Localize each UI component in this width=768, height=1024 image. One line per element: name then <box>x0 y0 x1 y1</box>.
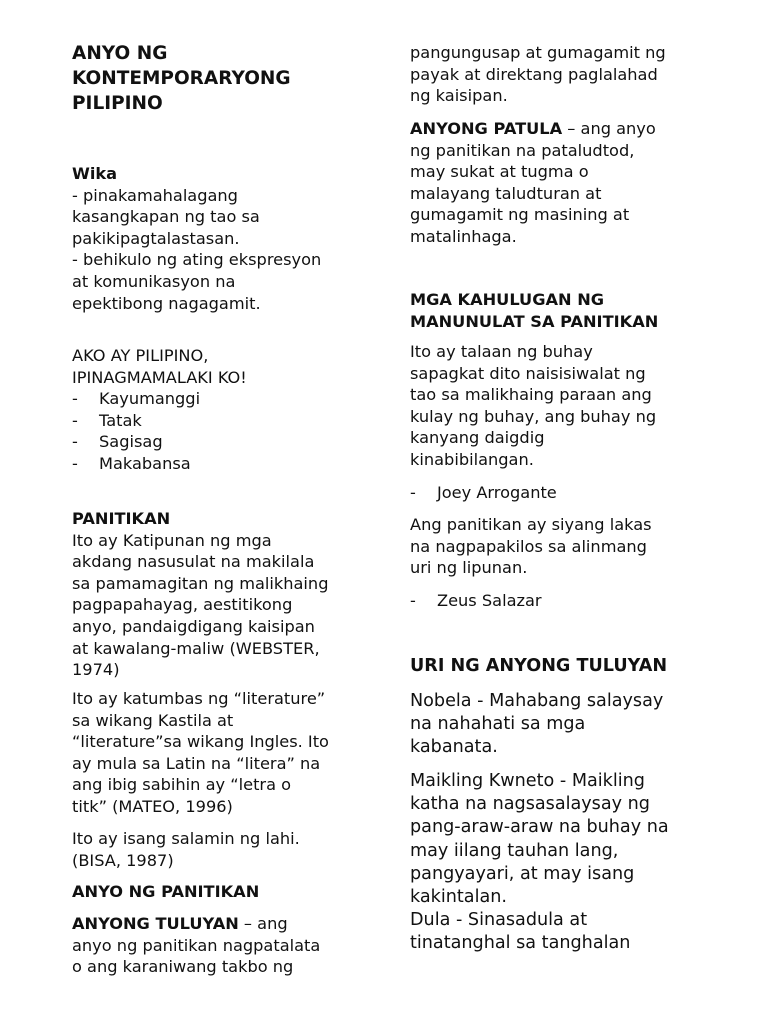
bullet-dash: - <box>72 453 78 473</box>
literature-paragraph <box>72 688 329 818</box>
kahulugan-heading-line: MGA KAHULUGAN NG <box>410 290 605 309</box>
kahulugan-line: na nagpapakilos sa alinmang <box>410 536 647 556</box>
list-item <box>72 410 247 432</box>
ako-line: AKO AY PILIPINO, <box>72 346 209 365</box>
list-item-text: Tatak <box>99 410 142 430</box>
maikling-kwento-paragraph <box>410 770 669 956</box>
patula-line: malayang taludturan at <box>410 183 602 203</box>
maikling-line: katha na nagsasalaysay ng <box>410 794 650 815</box>
title-line: PILIPINO <box>72 93 163 114</box>
panitikan-line: anyo, pandaigdigang kaisipan <box>72 616 315 636</box>
anyong-patula-paragraph <box>410 118 656 248</box>
dula-line: Dula - Sinasadula at <box>410 910 588 931</box>
bullet-dash: - <box>72 389 78 409</box>
author-name: Joey Arrogante <box>437 483 557 502</box>
list-item <box>410 482 557 504</box>
patula-first-rest: – ang anyo <box>562 119 656 138</box>
salamin-line: (BISA, 1987) <box>72 850 174 870</box>
salamin-line: Ito ay isang salamin ng lahi. <box>72 829 300 848</box>
anyo-ng-panitikan-heading: ANYO NG PANITIKAN <box>72 882 260 901</box>
author-name: Zeus Salazar <box>437 591 542 610</box>
wika-line: - pinakamahalagang <box>72 185 238 205</box>
nobela-line: Nobela - Mahabang salaysay <box>410 691 664 711</box>
list-item <box>72 431 247 453</box>
list-item-text: Makabansa <box>99 453 191 473</box>
panitikan-line: pagpapahayag, aestitikong <box>72 595 293 615</box>
kahulugan-paragraph-2 <box>410 514 652 579</box>
list-item <box>72 388 247 410</box>
uri-heading: URI NG ANYONG TULUYAN <box>410 656 668 676</box>
wika-heading: Wika <box>72 164 118 183</box>
nobela-paragraph <box>410 690 663 760</box>
panitikan-line: sa pamamagitan ng malikhaing <box>72 573 329 593</box>
panitikan-heading: PANITIKAN <box>72 509 171 528</box>
list-item <box>410 590 542 612</box>
list-item-text: Kayumanggi <box>99 389 201 409</box>
panitikan-line: akdang nasusulat na makilala <box>72 552 315 572</box>
wika-line: at komunikasyon na <box>72 271 236 291</box>
list-item <box>72 453 247 475</box>
kahulugan-line: tao sa malikhaing paraan ang <box>410 385 652 405</box>
panitikan-section <box>72 508 328 681</box>
panitikan-line: Ito ay Katipunan ng mga <box>72 530 272 550</box>
maikling-line: may iilang tauhan lang, <box>410 840 619 861</box>
literature-line: sa wikang Kastila at <box>72 710 234 730</box>
literature-line: ay mula sa Latin na “litera” na <box>72 753 321 773</box>
tuluyan-cont-line: payak at direktang paglalahad <box>410 64 658 84</box>
ako-section <box>72 345 247 475</box>
maikling-line: Maikling Kwneto - Maikling <box>410 771 645 791</box>
patula-line: matalinhaga. <box>410 226 517 246</box>
kahulugan-line: kulay ng buhay, ang buhay ng <box>410 406 657 426</box>
tuluyan-line: o ang karaniwang takbo ng <box>72 957 294 977</box>
patula-line: may sukat at tugma o <box>410 162 589 182</box>
anyong-tuluyan-term: ANYONG TULUYAN <box>72 914 239 933</box>
maikling-line: pangyayari, at may isang <box>410 863 635 884</box>
salamin-paragraph <box>72 828 300 871</box>
wika-line: kasangkapan ng tao sa <box>72 207 260 227</box>
kahulugan-heading <box>410 289 658 332</box>
kahulugan-line: kinabibilangan. <box>410 449 534 469</box>
nobela-line: na nahahati sa mga <box>410 714 586 735</box>
kahulugan-paragraph-1 <box>410 341 656 471</box>
kahulugan-heading-line: MANUNULAT SA PANITIKAN <box>410 311 659 331</box>
tuluyan-cont-line: ng kaisipan. <box>410 86 508 106</box>
tuluyan-line: anyo ng panitikan nagpatalata <box>72 935 321 955</box>
maikling-line: kakintalan. <box>410 887 507 908</box>
literature-line: “literature”sa wikang Ingles. Ito <box>72 732 329 752</box>
tuluyan-continuation <box>410 42 666 107</box>
dula-line: tinatanghal sa tanghalan <box>410 933 631 954</box>
author-attribution <box>410 482 557 504</box>
kahulugan-line: sapagkat dito naisisiwalat ng <box>410 363 646 383</box>
panitikan-line: at kawalang-maliw (WEBSTER, <box>72 638 320 658</box>
tuluyan-first-rest: – ang <box>238 914 288 933</box>
wika-section <box>72 163 321 314</box>
document-title <box>72 41 291 116</box>
kahulugan-line: kanyang daigdig <box>410 428 545 448</box>
bullet-dash: - <box>72 432 78 452</box>
tuluyan-first-line <box>72 913 320 935</box>
literature-line: Ito ay katumbas ng “literature” <box>72 689 326 708</box>
kahulugan-line: uri ng lipunan. <box>410 558 528 578</box>
nobela-line: kabanata. <box>410 737 498 758</box>
author-attribution <box>410 590 542 612</box>
anyong-tuluyan-paragraph <box>72 913 320 978</box>
literature-line: titk” (MATEO, 1996) <box>72 796 233 816</box>
kahulugan-line: Ang panitikan ay siyang lakas <box>410 515 652 534</box>
bullet-dash: - <box>410 591 416 610</box>
panitikan-line: 1974) <box>72 660 120 680</box>
title-line: KONTEMPORARYONG <box>72 68 291 89</box>
list-item-text: Sagisag <box>99 432 163 452</box>
literature-line: ang ibig sabihin ay “letra o <box>72 775 292 795</box>
patula-first-line <box>410 118 656 140</box>
tuluyan-cont-line: pangungusap at gumagamit ng <box>410 43 666 62</box>
maikling-line: pang-araw-araw na buhay na <box>410 817 669 838</box>
wika-line: epektibong nagagamit. <box>72 293 261 313</box>
patula-line: ng panitikan na pataludtod, <box>410 140 635 160</box>
ako-line: IPINAGMAMALAKI KO! <box>72 367 247 387</box>
bullet-dash: - <box>410 483 416 502</box>
kahulugan-line: Ito ay talaan ng buhay <box>410 342 593 361</box>
wika-line: pakikipagtalastasan. <box>72 228 240 248</box>
bullet-dash: - <box>72 410 78 430</box>
title-line: ANYO NG <box>72 43 168 64</box>
anyong-patula-term: ANYONG PATULA <box>410 119 563 138</box>
patula-line: gumagamit ng masining at <box>410 205 630 225</box>
wika-line: - behikulo ng ating ekspresyon <box>72 250 322 270</box>
